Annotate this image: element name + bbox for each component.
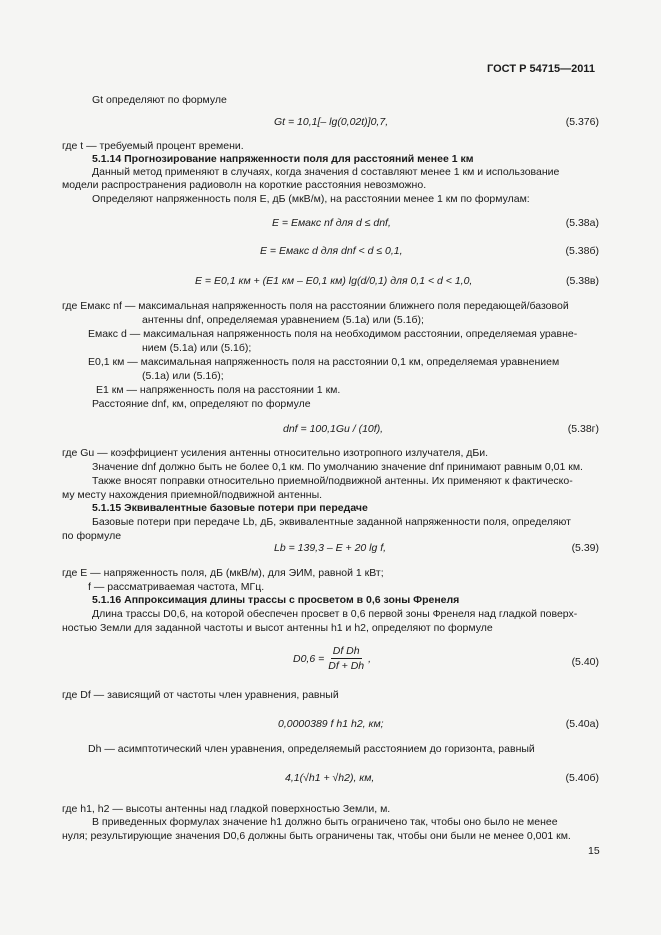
section-heading: 5.1.15 Эквивалентные базовые потери при передаче [92, 502, 368, 514]
text-line: модели распространения радиоволн на короткие расстояния невозможно. [62, 179, 427, 191]
page-number: 15 [588, 845, 600, 857]
definition-line: нием (5.1а) или (5.1б); [142, 342, 252, 354]
text-line: где t — требуемый процент времени. [62, 140, 244, 152]
text-line: f — рассматриваемая частота, МГц. [88, 581, 265, 593]
equation: 0,0000389 f h1 h2, км; [278, 718, 384, 730]
definition-line: E1 км — напряженность поля на расстоянии 1 км. [96, 384, 341, 396]
definition-line: где Eмакс nf — максимальная напряженность поля на расстоянии ближнего поля передающей/базовой [62, 300, 569, 312]
fraction-numerator: Df Dh [332, 645, 360, 657]
equation: Lb = 139,3 – E + 20 lg f, [274, 542, 387, 554]
text-line: му месту нахождения приемной/подвижной антенны. [62, 489, 323, 501]
text-line: Данный метод применяют в случаях, когда значения d составляют менее 1 км и использование [92, 166, 560, 178]
equation: dnf = 100,1Gu / (10f), [283, 423, 384, 435]
text-line: где h1, h2 — высоты антенны над гладкой поверхностью Земли, м. [62, 803, 391, 815]
equation-number: (5.38а) [565, 217, 599, 229]
text-line: Также вносят поправки относительно приемной/подвижной антенны. Их применяют к фактическо- [92, 475, 573, 487]
equation-number: (5.39) [571, 542, 599, 554]
equation: E = Eмакс d для dnf < d ≤ 0,1, [260, 245, 403, 257]
standard-header: ГОСТ Р 54715—2011 [487, 63, 595, 75]
equation-number: (5.38в) [565, 275, 599, 287]
text-line: Dh — асимптотический член уравнения, определяемый расстоянием до горизонта, равный [88, 743, 535, 755]
definition-line: (5.1а) или (5.1б); [142, 370, 224, 382]
text-line: где Df — зависящий от частоты член уравнения, равный [62, 689, 339, 701]
equation-number: (5.38б) [565, 245, 599, 257]
definition-line: E0,1 км — максимальная напряженность поля на расстоянии 0,1 км, определяемая уравнением [88, 356, 560, 368]
equation-tail: , [368, 652, 372, 665]
equation-number: (5.40а) [565, 718, 599, 730]
equation: E = E0,1 км + (E1 км – E0,1 км) lg(d/0,1) для 0,1 < d < 1,0, [195, 275, 473, 287]
text-line: Длина трассы D0,6, на которой обеспечен просвет в 0,6 первой зоны Френеля над гладкой поверх- [92, 608, 578, 620]
section-heading: 5.1.16 Аппроксимация длины трассы с просветом в 0,6 зоны Френеля [92, 594, 460, 606]
equation-lhs: D0,6 = [293, 652, 325, 665]
equation-number: (5.38г) [567, 423, 599, 435]
text-line: Определяют напряженность поля E, дБ (мкВ/м), на расстоянии менее 1 км по формулам: [92, 193, 530, 205]
text-line: где Gu — коэффициент усиления антенны относительно изотропного излучателя, дБи. [62, 447, 489, 459]
text-line: Базовые потери при передаче Lb, дБ, эквивалентные заданной напряженности поля, определяют [92, 516, 571, 528]
equation: 4,1(√h1 + √h2), км, [285, 772, 375, 784]
text-line: где E — напряженность поля, дБ (мкВ/м), для ЭИМ, равной 1 кВт; [62, 567, 384, 579]
text-line: В приведенных формулах значение h1 должно быть ограничено так, чтобы оно было не менее [92, 816, 558, 828]
equation: E = Eмакс nf для d ≤ dnf, [272, 217, 391, 229]
text-line: Значение dnf должно быть не более 0,1 км. По умолчанию значение dnf принимают равным 0,01 км. [92, 461, 583, 473]
equation-number: (5.40) [571, 656, 599, 668]
equation-number: (5.376) [565, 116, 599, 128]
fraction [326, 645, 366, 672]
text-line: ностью Земли для заданной частоты и высот антенны h1 и h2, определяют по формуле [62, 622, 493, 634]
definition-line: антенны dnf, определяемая уравнением (5.1а) или (5.1б); [142, 314, 424, 326]
fraction-denominator: Df + Dh [328, 660, 365, 672]
equation: Gt = 10,1[– lg(0,02t)]0,7, [274, 116, 389, 128]
text-line: по формуле [62, 530, 122, 542]
equation-number: (5.40б) [565, 772, 599, 784]
text-line: Расстояние dnf, км, определяют по формуле [92, 398, 311, 410]
text-line: нуля; результирующие значения D0,6 должны быть ограничены так, чтобы они были не менее 0,001 км. [62, 830, 571, 842]
definition-line: Eмакс d — максимальная напряженность поля на необходимом расстоянии, определяемая уравне- [88, 328, 578, 340]
text-line: Gt определяют по формуле [92, 94, 227, 106]
equation-fraction [293, 645, 371, 672]
section-heading: 5.1.14 Прогнозирование напряженности поля для расстояний менее 1 км [92, 153, 474, 165]
